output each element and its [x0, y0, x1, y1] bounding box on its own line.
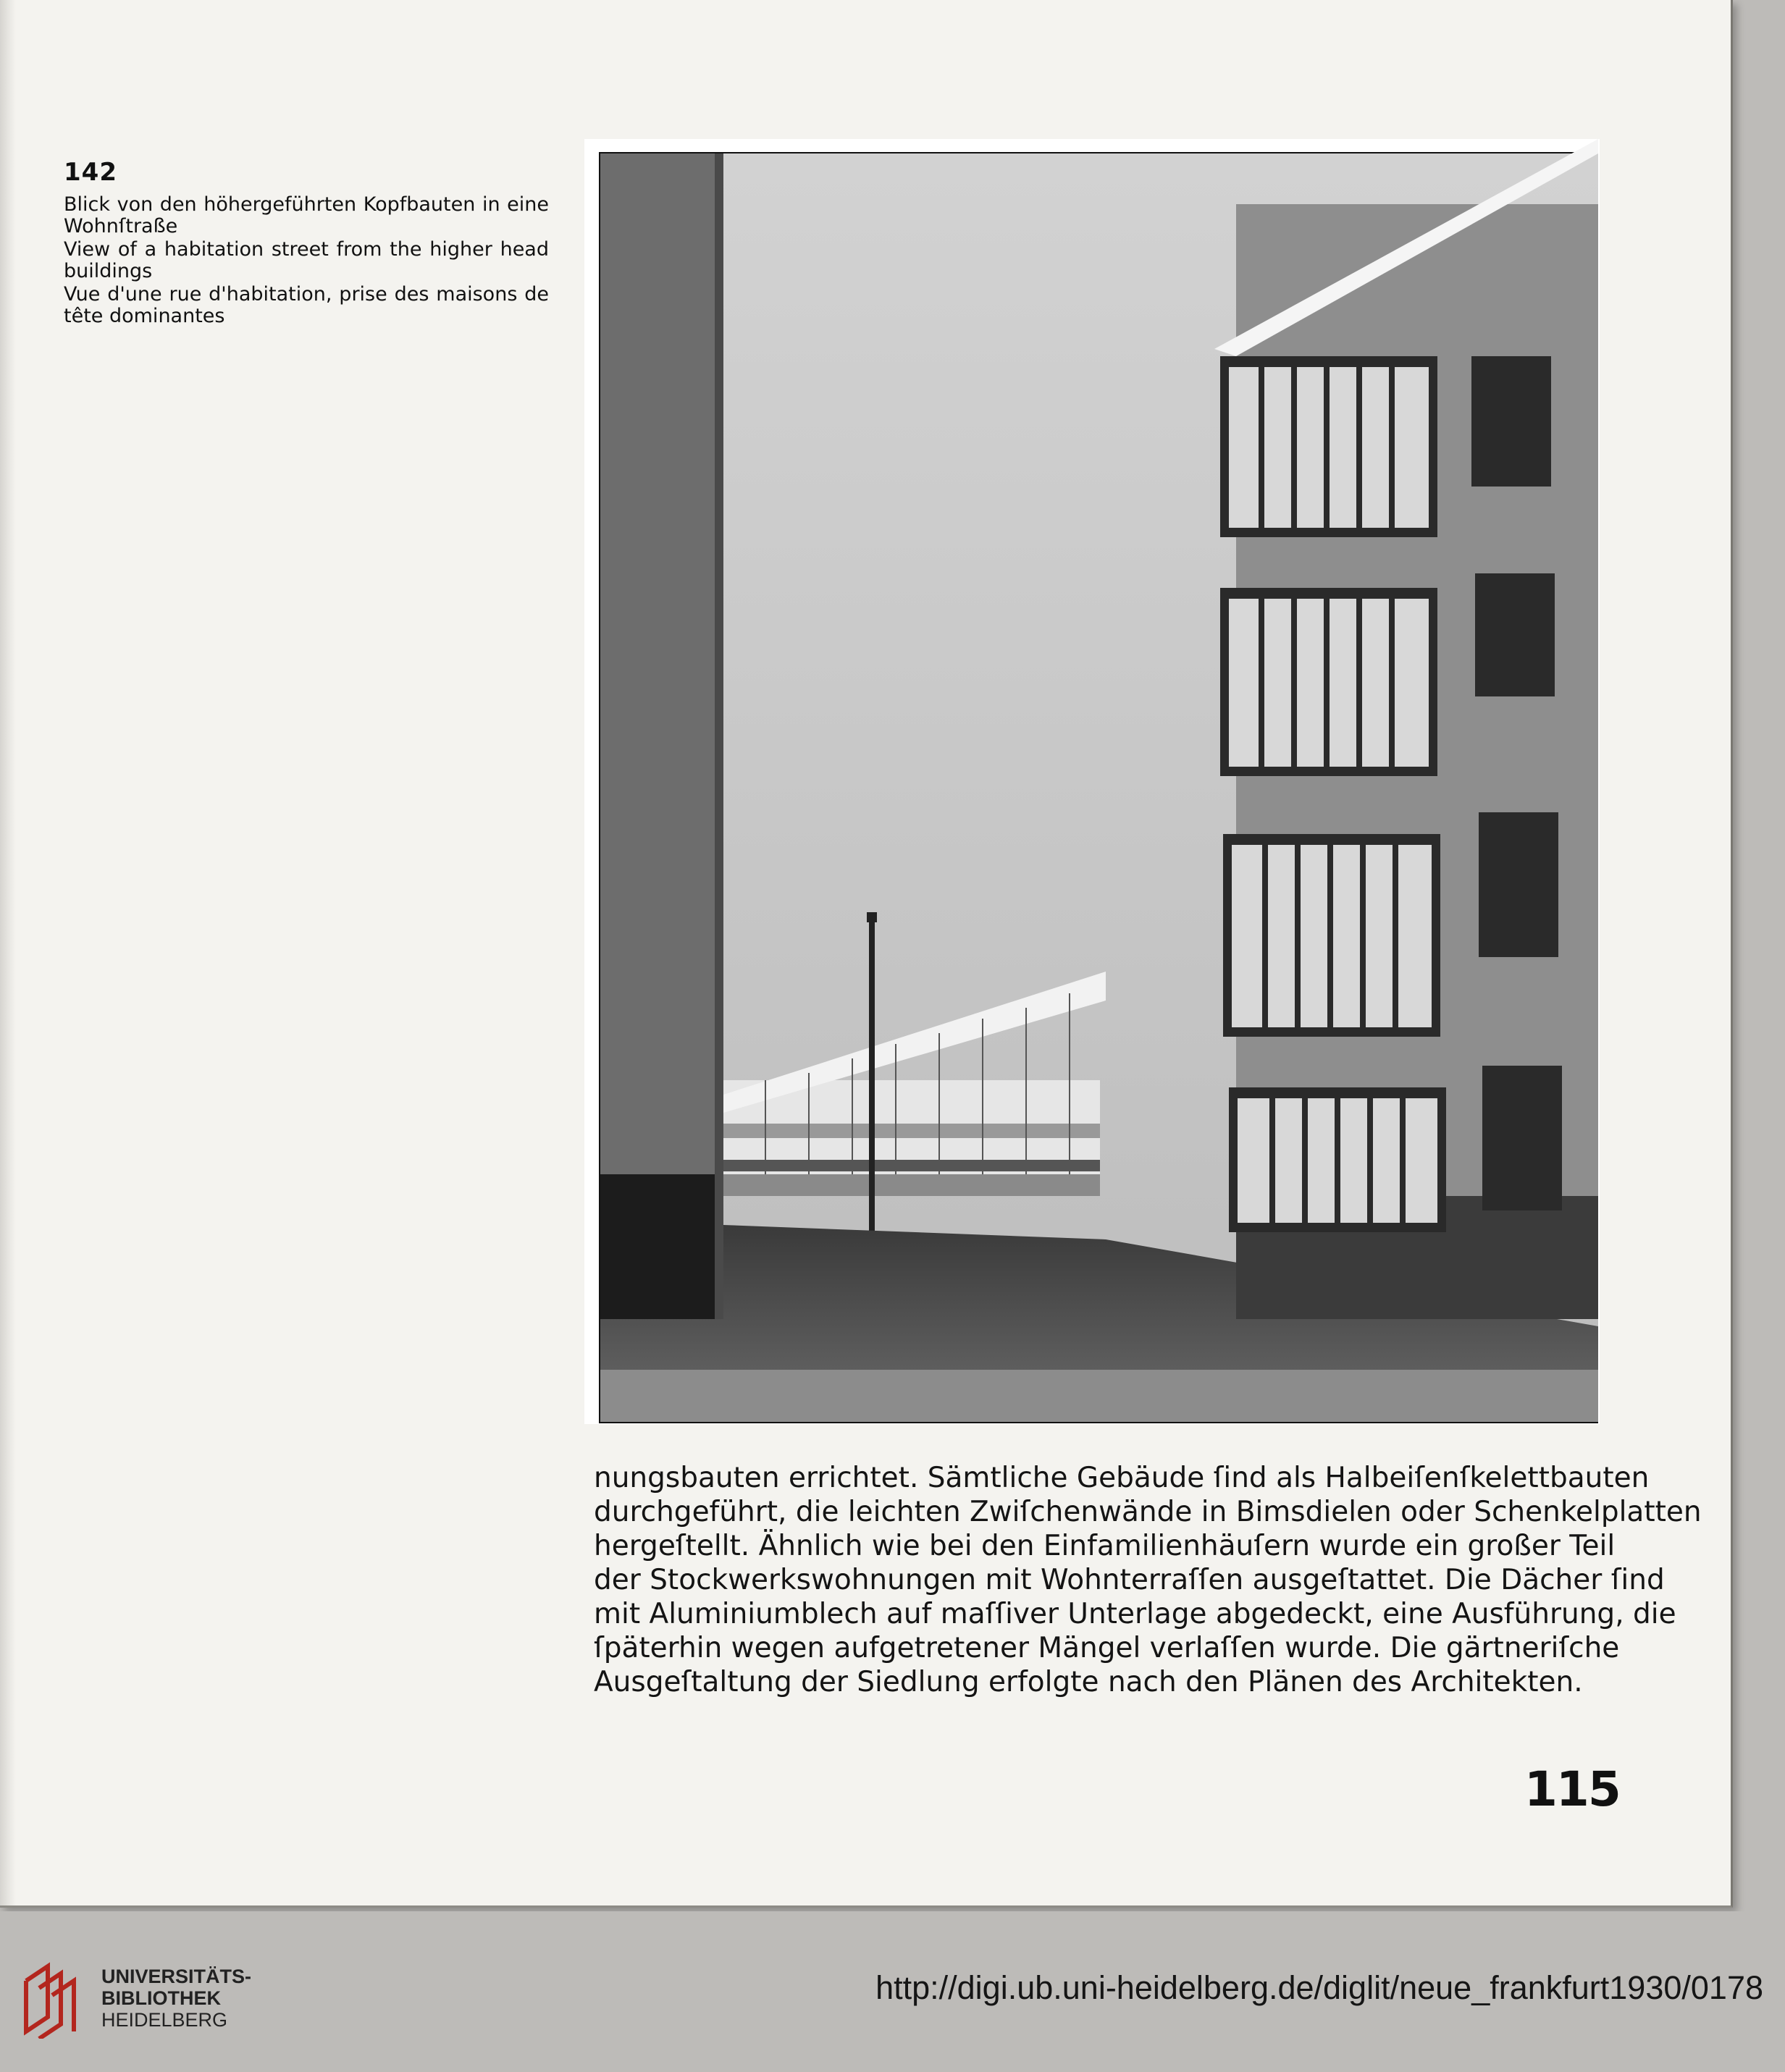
photo-illustration: [584, 139, 1600, 1424]
street-photograph: [584, 139, 1600, 1424]
caption-french: Vue d'une rue d'habitation, prise des maisons de tête dominantes: [64, 283, 549, 327]
body-line: durchgeführt, die leichten Zwiſchenwände in Bimsdielen oder Schenkelplatten: [594, 1496, 1702, 1528]
caption-german: Blick von den höhergeführten Kopfbauten in eine Wohnſtraße: [64, 193, 549, 237]
body-line: nungsbauten errichtet. Sämtliche Gebäude ſind als Halbeiſenſkelettbauten: [594, 1462, 1650, 1494]
figure-number: 142: [64, 158, 117, 187]
body-line: der Stockwerkswohnungen mit Wohnterraſſen ausgeſtattet. Die Dächer ſind: [594, 1564, 1665, 1596]
body-line: ſpäterhin wegen aufgetretener Mängel verlaſſen wurde. Die gärtneriſche: [594, 1632, 1620, 1664]
library-name: [101, 1966, 251, 2031]
library-name-line2: BIBLIOTHEK: [101, 1987, 221, 2009]
body-line: Ausgeſtaltung der Siedlung erfolgte nach den Plänen des Architekten.: [594, 1666, 1583, 1698]
caption-english: View of a habitation street from the higher head buildings: [64, 238, 549, 282]
page-number: 115: [1524, 1761, 1620, 1817]
library-name-line1: UNIVERSITÄTS-: [101, 1966, 252, 1987]
page-gutter: [0, 0, 16, 1905]
body-paragraph: [594, 1461, 1702, 1699]
body-line: hergeſtellt. Ähnlich wie bei den Einfamilienhäuſern wurde ein großer Teil: [594, 1530, 1616, 1562]
body-line: mit Aluminiumblech auf maſſiver Unterlage abgedeckt, eine Ausführung, die: [594, 1598, 1676, 1630]
library-logo-icon: [19, 1959, 98, 2039]
library-name-line3: HEIDELBERG: [101, 2009, 228, 2031]
permalink-url[interactable]: http://digi.ub.uni-heidelberg.de/diglit/neue_frankfurt1930/0178: [875, 1969, 1763, 2006]
